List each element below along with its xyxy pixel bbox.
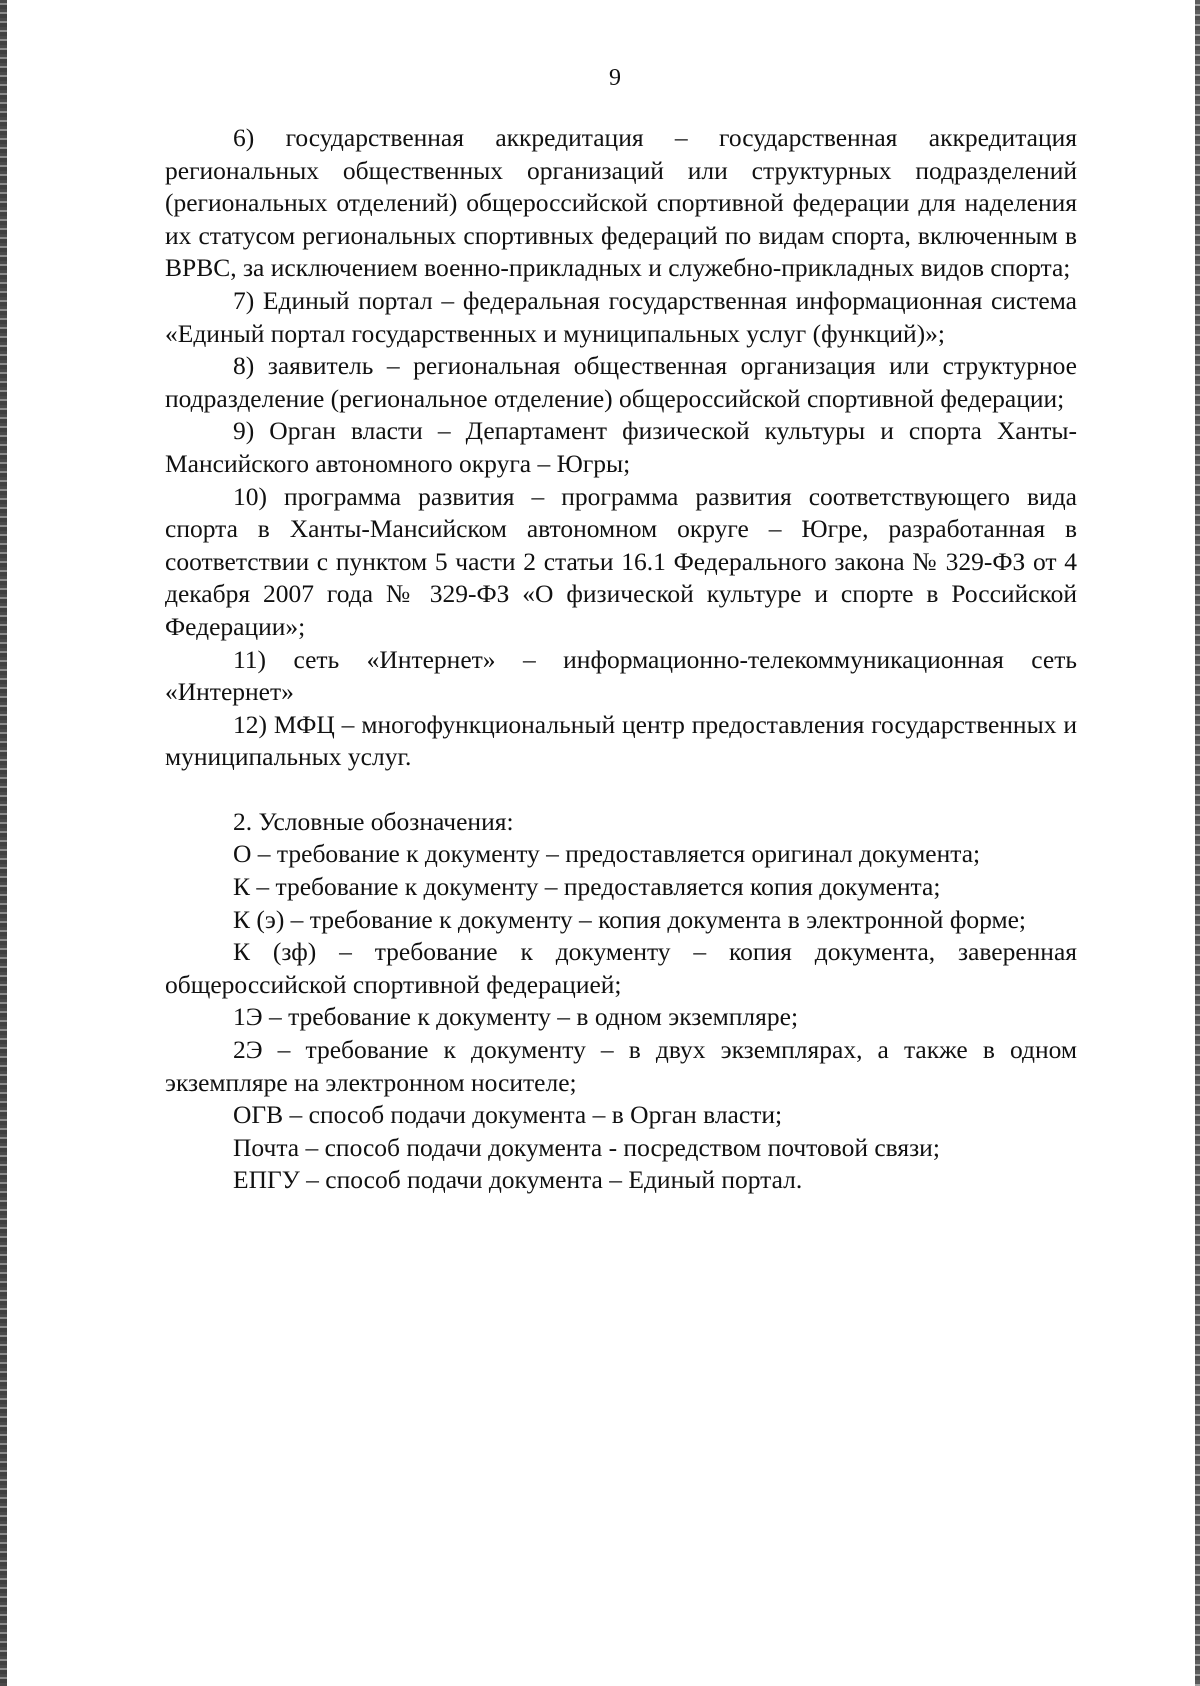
- definition-item: 8) заявитель – региональная общественная организация или структурное подразделение (региональное отделение) общероссийской спортивной федерации;: [165, 351, 1077, 413]
- section-gap: [165, 774, 1077, 806]
- scan-edge-right: [1195, 0, 1200, 1686]
- legend-title: 2. Условные обозначения:: [233, 806, 514, 836]
- document-page: [165, 58, 1077, 1197]
- definition-item: 11) сеть «Интернет» – информационно-телекоммуникационная сеть «Интернет»: [165, 644, 1077, 707]
- legend-item: Почта – способ подачи документа - посредством почтовой связи;: [233, 1132, 940, 1162]
- page-number: 9: [609, 65, 621, 91]
- legend-item: К – требование к документу – предоставляется копия документа;: [233, 872, 941, 902]
- definition-item: 6) государственная аккредитация – государственная аккредитация региональных общественных организаций или структурных подразделений (региональных отделений) общероссийской спортивной федерации для наделения их статусом региональных спортивных федераций по видам спорта, включенным в ВРВС, за исключением военно-прикладных и служебно-прикладных видов спорта;: [165, 123, 1077, 283]
- definition-item: 7) Единый портал – федеральная государственная информационная система «Единый портал государственных и муниципальных услуг (функций)»;: [165, 285, 1077, 348]
- legend-section: [165, 806, 1077, 1197]
- scan-edge-left: [0, 0, 7, 1686]
- legend-item: ЕПГУ – способ подачи документа – Единый портал.: [233, 1165, 803, 1195]
- definition-item: 9) Орган власти – Департамент физической культуры и спорта Ханты-Мансийского автономного округа – Югры;: [165, 416, 1077, 478]
- definitions-list: [165, 122, 1077, 774]
- legend-item: 2Э – требование к документу – в двух экземплярах, а также в одном экземпляре на электронном носителе;: [165, 1035, 1077, 1097]
- legend-item: К (э) – требование к документу – копия документа в электронной форме;: [233, 904, 1027, 934]
- legend-item: О – требование к документу – предоставляется оригинал документа;: [233, 839, 981, 869]
- legend-item: К (зф) – требование к документу – копия документа, заверенная общероссийской спортивной федерацией;: [165, 937, 1077, 999]
- definition-item: 12) МФЦ – многофункциональный центр предоставления государственных и муниципальных услуг.: [165, 709, 1077, 772]
- legend-item: 1Э – требование к документу – в одном экземпляре;: [233, 1002, 799, 1032]
- legend-item: ОГВ – способ подачи документа – в Орган власти;: [233, 1100, 783, 1130]
- definition-item: 10) программа развития – программа развития соответствующего вида спорта в Ханты-Мансийском автономном округе – Югре, разработанная в соответствии с пунктом 5 части 2 статьи 16.1 Федерального закона № 329-ФЗ от 4 декабря 2007 года № 329-ФЗ «О физической культуре и спорте в Российской Федерации»;: [165, 481, 1077, 641]
